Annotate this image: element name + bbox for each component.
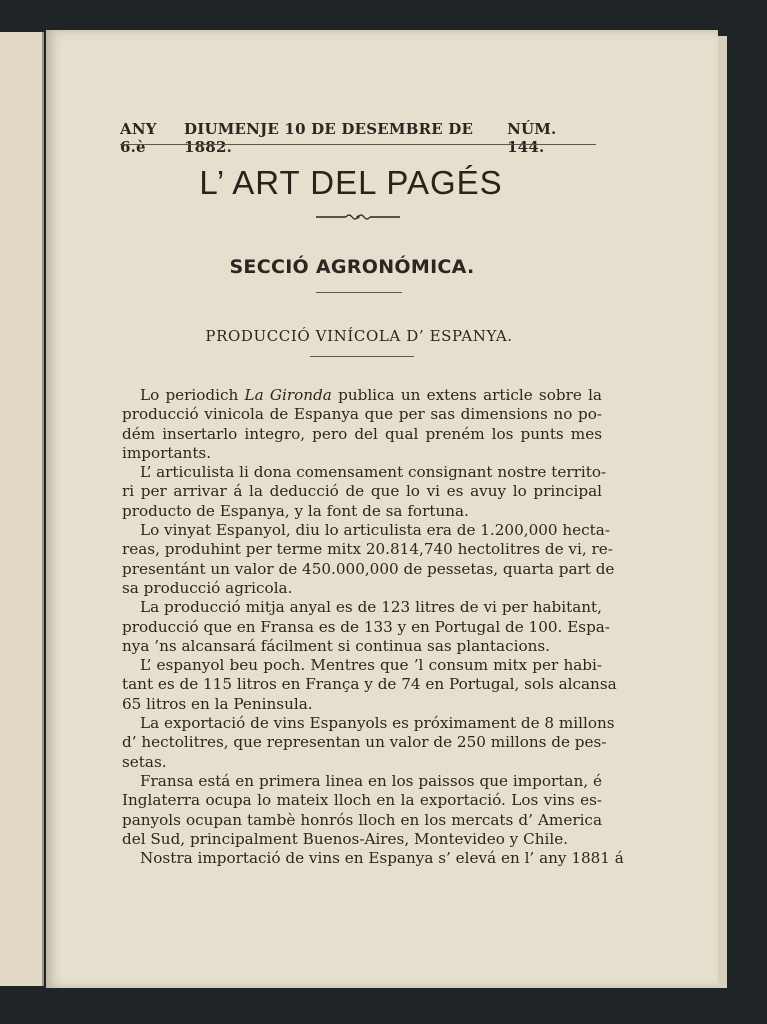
article-line: nya ’ns alcansará fácilment si continua sas plantacions.	[122, 636, 550, 655]
article-line: Lo vinyat Espanyol, diu lo articulista era de 1.200,000 hecta-	[140, 521, 610, 540]
article-line: tant es de 115 litros en França y de 74 en Portugal, sols alcansa	[122, 675, 617, 694]
article-line: setas.	[122, 752, 167, 771]
article-body	[122, 386, 624, 868]
issue-year: ANY 6.è	[120, 120, 157, 156]
article-line: La producció mitja anyal es de 123 litres de vi per habitant,	[140, 598, 602, 617]
masthead	[120, 120, 594, 156]
issue-date: DIUMENJE 10 DE DESEMBRE DE 1882.	[184, 120, 474, 156]
header-rule	[120, 144, 596, 145]
section-rule	[316, 292, 402, 293]
article-line: La exportació de vins Espanyols es próximament de 8 millons	[140, 714, 615, 733]
article-line: L’ articulista li dona comensament consignant nostre territo-	[140, 463, 607, 482]
article-line: reas, produhint per terme mitx 20.814,740 hectolitres de vi, re-	[122, 540, 613, 559]
scroll-ornament-icon	[316, 212, 400, 222]
issue-number: NÚM. 144.	[507, 120, 557, 156]
article-title: PRODUCCIÓ VINÍCOLA D’ ESPANYA.	[205, 327, 513, 345]
article-line: del Sud, principalment Buenos-Aires, Montevideo y Chile.	[122, 829, 569, 848]
article-line: dém insertarlo integro, pero del qual preném los punts mes	[122, 424, 602, 443]
article-line: ri per arrivar á la deducció de que lo vi es avuy lo principal	[122, 482, 602, 501]
line-text: publica un extens article sobre la	[331, 386, 602, 404]
article-line: producció que en Fransa es de 133 y en Portugal de 100. Espa-	[122, 617, 610, 636]
newspaper-page	[46, 30, 718, 988]
article-line: Inglaterra ocupa lo mateix lloch en la exportació. Los vins es-	[122, 791, 602, 810]
article-line	[122, 386, 602, 405]
article-line: presentánt un valor de 450.000,000 de pessetas, quarta part de	[122, 559, 615, 578]
article-line: L’ espanyol beu poch. Mentres que ’l consum mitx per habi-	[140, 656, 602, 675]
article-line: panyols ocupan tambè honrós lloch en los mercats d’ America	[122, 810, 602, 829]
article-line: importants.	[122, 443, 212, 462]
article-line: Nostra importació de vins en Espanya s’ elevá en l’ any 1881 á	[140, 849, 624, 868]
article-line: Fransa está en primera linea en los paissos que importan, é	[140, 771, 602, 790]
newspaper-title: L’ ART DEL PAGÉS	[199, 164, 503, 201]
article-line: 65 litros en la Peninsula.	[122, 694, 313, 713]
article-line: producto de Espanya, y la font de sa fortuna.	[122, 501, 469, 520]
section-heading: SECCIÓ AGRONÓMICA.	[229, 256, 475, 278]
article-rule	[310, 356, 414, 357]
article-line: d’ hectolitres, que representan un valor de 250 millons de pes-	[122, 733, 607, 752]
article-line: producció vinicola de Espanya que per sas dimensions no po-	[122, 405, 602, 424]
newspaper-name: La Gironda	[244, 386, 332, 404]
article-line: sa producció agricola.	[122, 578, 293, 597]
previous-page-edge	[0, 32, 44, 986]
line-text: Lo periodich	[140, 386, 245, 404]
